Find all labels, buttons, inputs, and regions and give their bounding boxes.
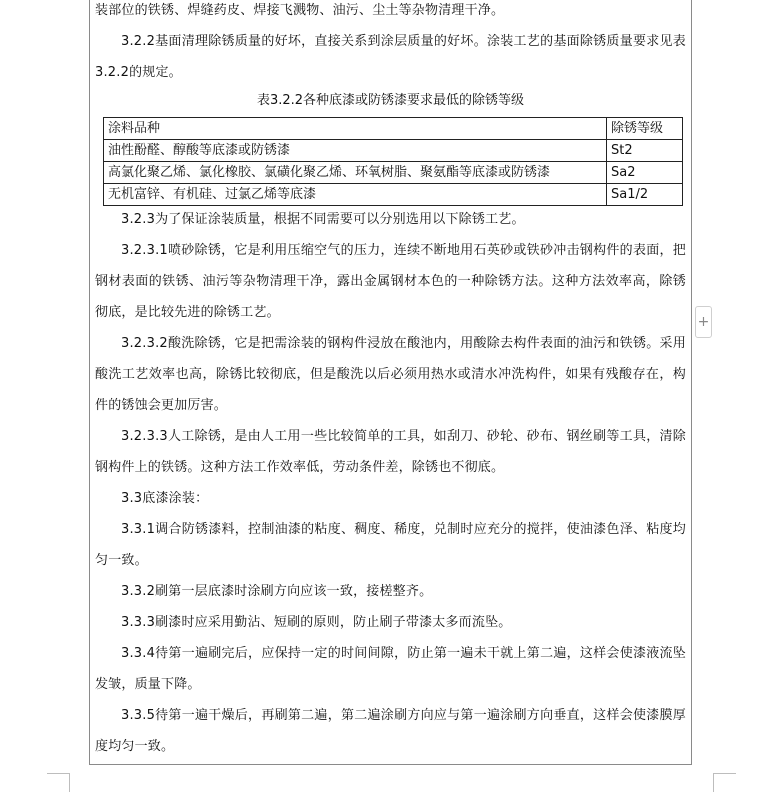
table-row: [104, 140, 683, 162]
paragraph: 装部位的铁锈、焊缝药皮、焊接飞溅物、油污、尘土等杂物清理干净。: [95, 3, 505, 18]
table-cell: 高氯化聚乙烯、氯化橡胶、氯磺化聚乙烯、环氧树脂、聚氨酯等底漆或防锈漆: [104, 162, 607, 184]
paragraph: 3.3.1调合防锈漆料，控制油漆的粘度、稠度、稀度，兑制时应充分的搅拌，使油漆色泽、粘度均匀一致。: [95, 522, 686, 568]
page-corner-mark-left: [47, 773, 70, 792]
add-icon[interactable]: +: [695, 306, 712, 338]
table-header-row: [104, 118, 683, 140]
table-cell: Sa2: [607, 162, 683, 184]
document-page: [89, 0, 692, 765]
paragraph: 3.2.3.2酸洗除锈，它是把需涂装的钢构件浸放在酸池内，用酸除去构件表面的油污和铁锈。采用酸洗工艺效率也高，除锈比较彻底，但是酸洗以后必须用热水或清水冲洗构件，如果有残酸存在，构件的锈蚀会更加厉害。: [95, 336, 686, 413]
rust-grade-table: [103, 117, 683, 206]
paragraph: 3.3.2刷第一层底漆时涂刷方向应该一致，接槎整齐。: [121, 584, 433, 599]
table-cell: St2: [607, 140, 683, 162]
paragraph: 3.3.3刷漆时应采用勤沾、短刷的原则，防止刷子带漆太多而流坠。: [121, 615, 512, 630]
page-content: [95, 0, 686, 762]
table-header-cell: 除锈等级: [607, 118, 683, 140]
paragraph: 3.2.3.3人工除锈，是由人工用一些比较简单的工具，如刮刀、砂轮、砂布、钢丝刷等工具，清除钢构件上的铁锈。这种方法工作效率低，劳动条件差，除锈也不彻底。: [95, 429, 686, 475]
paragraph: 3.3.5待第一遍干燥后，再刷第二遍，第二遍涂刷方向应与第一遍涂刷方向垂直，这样会使漆膜厚度均匀一致。: [95, 708, 686, 754]
page-corner-mark-right: [713, 773, 736, 792]
table-header-cell: 涂料品种: [104, 118, 607, 140]
paragraph: 3.2.3为了保证涂装质量，根据不同需要可以分别选用以下除锈工艺。: [121, 212, 525, 227]
table-cell: 无机富锌、有机硅、过氯乙烯等底漆: [104, 184, 607, 206]
table-caption: 表3.2.2各种底漆或防锈漆要求最低的除锈等级: [256, 93, 525, 108]
table-row: [104, 162, 683, 184]
table-row: [104, 184, 683, 206]
paragraph: 3.3.4待第一遍刷完后，应保持一定的时间间隙，防止第一遍未干就上第二遍，这样会使漆液流坠发皱，质量下降。: [95, 646, 686, 692]
table-cell: Sa1/2: [607, 184, 683, 206]
table-cell: 油性酚醛、醇酸等底漆或防锈漆: [104, 140, 607, 162]
section-heading: 3.3底漆涂装：: [121, 491, 209, 506]
paragraph: 3.2.2基面清理除锈质量的好坏，直接关系到涂层质量的好坏。涂装工艺的基面除锈质量要求见表 3.2.2的规定。: [95, 34, 686, 80]
paragraph: 3.2.3.1喷砂除锈，它是利用压缩空气的压力，连续不断地用石英砂或铁砂冲击钢构件的表面，把钢材表面的铁锈、油污等杂物清理干净，露出金属钢材本色的一种除锈方法。这种方法效率高，除锈彻底，是比较先进的除锈工艺。: [95, 243, 686, 320]
